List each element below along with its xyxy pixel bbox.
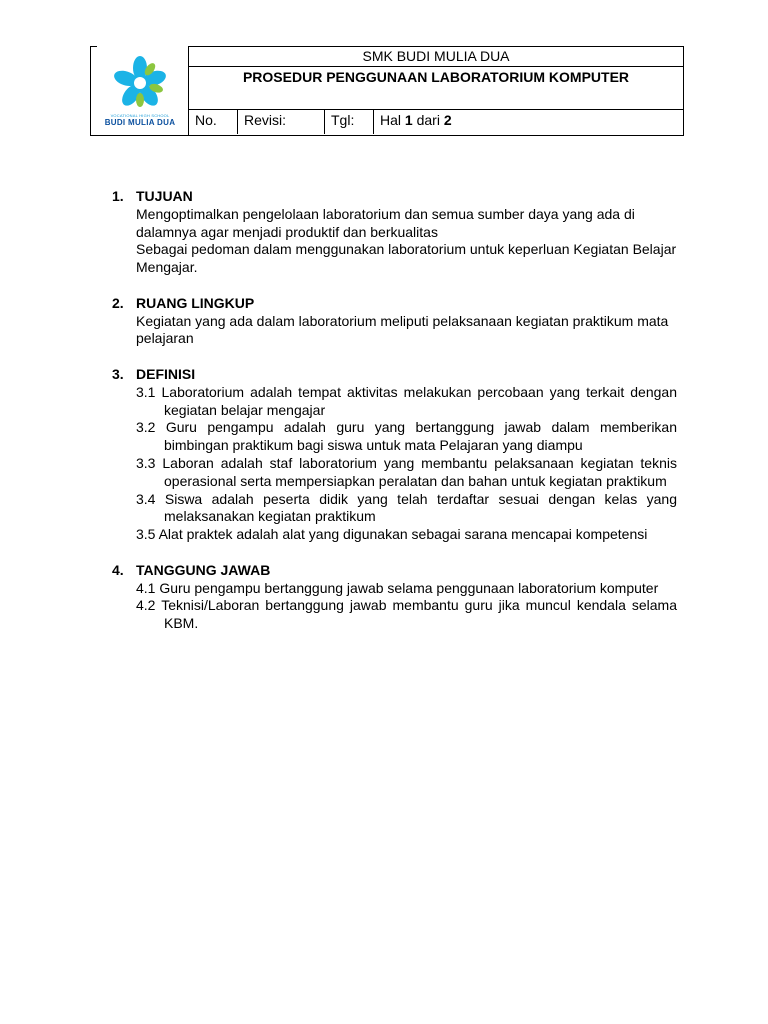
section-definisi <box>112 366 677 544</box>
definition-item: 3.1 Laboratorium adalah tempat aktivitas melakukan percobaan yang terkait dengan kegiatan belajar mengajar <box>136 383 677 418</box>
section-heading <box>112 295 677 313</box>
section-tanggung-jawab <box>112 562 677 633</box>
document-header <box>90 46 683 136</box>
school-name: SMK BUDI MULIA DUA <box>189 47 683 67</box>
section-title: RUANG LINGKUP <box>136 294 255 311</box>
section-number: 2. <box>112 294 124 311</box>
logo-cell <box>90 46 189 136</box>
section-heading <box>112 562 677 580</box>
section-number: 4. <box>112 561 124 578</box>
section-number: 1. <box>112 188 124 204</box>
section-heading <box>112 188 677 206</box>
meta-row <box>189 110 683 134</box>
doc-number-label: No. <box>189 110 238 134</box>
page-total: 2 <box>443 112 452 128</box>
section-heading <box>112 366 677 384</box>
logo-tagline: VOCATIONAL HIGH SCHOOL <box>110 113 170 118</box>
school-logo-icon <box>111 54 169 112</box>
section-title: TANGGUNG JAWAB <box>136 561 271 578</box>
section-ruang-lingkup <box>112 295 677 348</box>
paragraph: Sebagai pedoman dalam menggunakan laboratorium untuk keperluan Kegiatan Belajar Mengajar. <box>136 241 677 276</box>
section-title: TUJUAN <box>136 188 193 204</box>
logo-name: BUDI MULIA DUA <box>104 118 176 127</box>
document-title: PROSEDUR PENGGUNAAN LABORATORIUM KOMPUTER <box>189 67 683 110</box>
definition-item: 3.2 Guru pengampu adalah guru yang bertanggung jawab dalam memberikan bimbingan praktikum bagi siswa untuk mata Pelajaran yang diampu <box>136 419 677 454</box>
paragraph: Mengoptimalkan pengelolaan laboratorium dan semua sumber daya yang ada di dalamnya agar menjadi produktif dan berkualitas <box>136 205 635 240</box>
responsibility-item: 4.1 Guru pengampu bertanggung jawab selama penggunaan laboratorium komputer <box>136 579 659 596</box>
page-prefix: Hal <box>380 112 405 128</box>
section-number: 3. <box>112 365 124 382</box>
section-title: DEFINISI <box>136 365 196 382</box>
definition-item: 3.3 Laboran adalah staf laboratorium yang membantu pelaksanaan kegiatan teknis operasional serta mempersiapkan peralatan dan bahan untuk kegiatan praktikum <box>136 454 677 489</box>
date-label: Tgl: <box>325 110 374 134</box>
responsibility-item: 4.2 Teknisi/Laboran bertanggung jawab membantu guru jika muncul kendala selama KBM. <box>136 597 677 632</box>
page-current: 1 <box>404 112 413 128</box>
definition-item: 3.4 Siswa adalah peserta didik yang telah terdaftar sesuai dengan kelas yang melaksanakan kegiatan praktikum <box>136 490 677 525</box>
border-tick <box>91 46 97 47</box>
document-body <box>112 188 677 651</box>
revision-label: Revisi: <box>238 110 325 134</box>
page-mid: dari <box>412 112 444 128</box>
section-tujuan <box>112 188 677 277</box>
header-table <box>188 46 684 136</box>
page-indicator <box>374 110 683 134</box>
paragraph: Kegiatan yang ada dalam laboratorium meliputi pelaksanaan kegiatan praktikum mata pelajaran <box>136 312 669 347</box>
definition-item: 3.5 Alat praktek adalah alat yang digunakan sebagai sarana mencapai kompetensi <box>136 526 648 543</box>
